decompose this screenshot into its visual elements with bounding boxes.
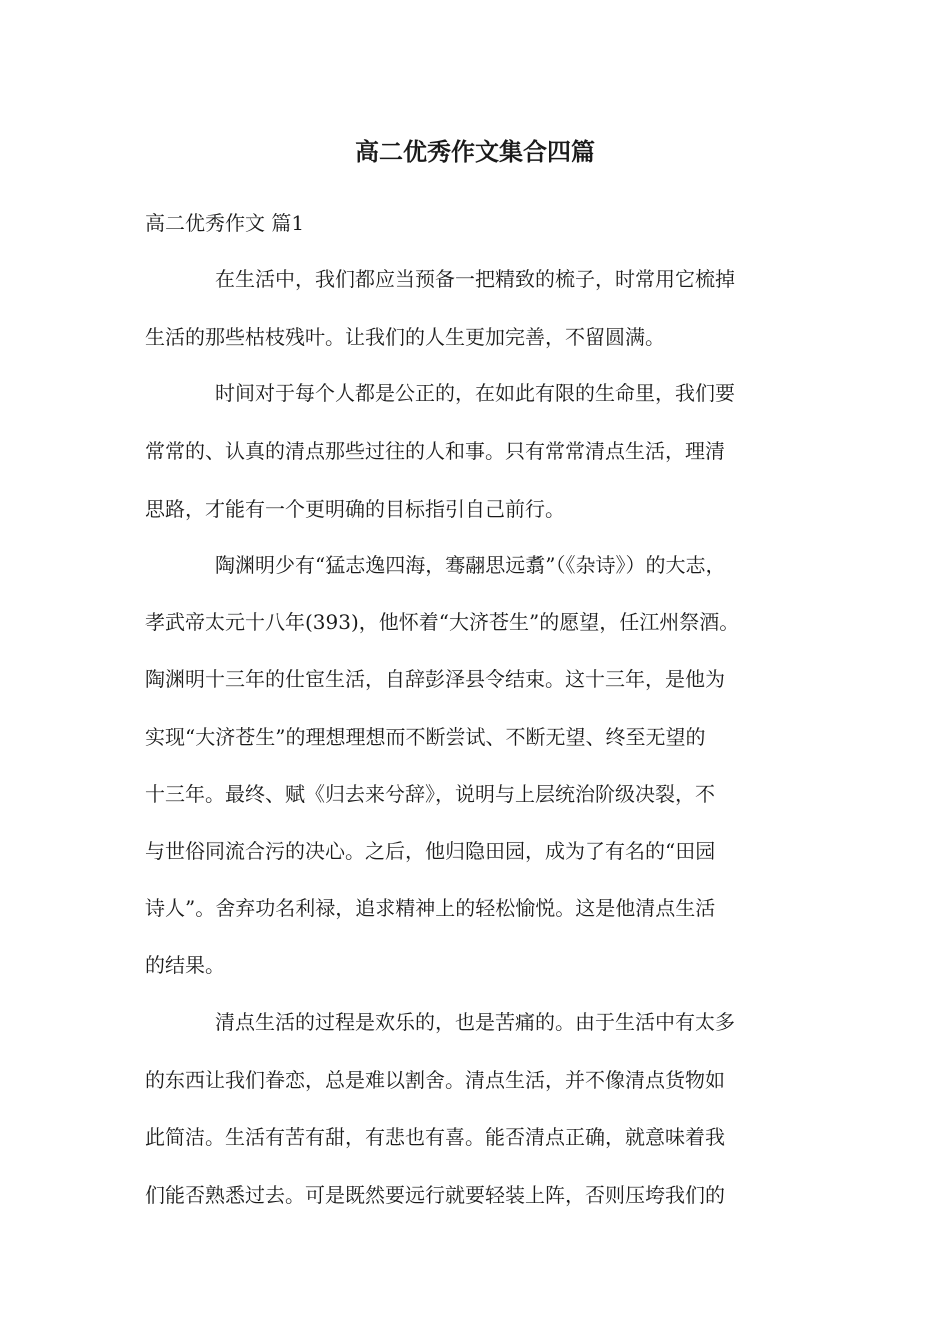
- paragraph-line: 在生活中，我们都应当预备一把精致的梳子，时常用它梳掉: [215, 267, 735, 291]
- paragraph-line: 思路，才能有一个更明确的目标指引自己前行。: [145, 497, 565, 521]
- paragraph-line: 的东西让我们眷恋，总是难以割舍。清点生活，并不像清点货物如: [145, 1068, 725, 1092]
- paragraph-line: 此简洁。生活有苦有甜，有悲也有喜。能否清点正确，就意味着我: [145, 1125, 725, 1149]
- paragraph-line: 常常的、认真的清点那些过往的人和事。只有常常清点生活，理清: [145, 439, 725, 463]
- paragraph-line: 清点生活的过程是欢乐的，也是苦痛的。由于生活中有太多: [215, 1010, 735, 1034]
- paragraph-line: 十三年。最终、赋《归去来兮辞》，说明与上层统治阶级决裂，不: [145, 782, 715, 806]
- paragraph-line: 诗人”。舍弃功名利禄，追求精神上的轻松愉悦。这是他清点生活: [145, 896, 716, 920]
- paragraph-line: 生活的那些枯枝残叶。让我们的人生更加完善，不留圆满。: [145, 325, 665, 349]
- document-title: 高二优秀作文集合四篇: [355, 137, 595, 166]
- paragraph-line: 实现“大济苍生”的理想理想而不断尝试、不断无望、终至无望的: [145, 725, 706, 749]
- paragraph-line: 们能否熟悉过去。可是既然要远行就要轻装上阵，否则压垮我们的: [145, 1183, 725, 1207]
- section-heading: 高二优秀作文 篇1: [145, 211, 305, 235]
- paragraph-line: 的结果。: [145, 953, 225, 977]
- paragraph-line: 孝武帝太元十八年(393)，他怀着“大济苍生”的愿望，任江州祭酒。: [145, 610, 740, 634]
- paragraph-line: 陶渊明十三年的仕宦生活，自辞彭泽县令结束。这十三年，是他为: [145, 667, 725, 691]
- paragraph-line: 与世俗同流合污的决心。之后，他归隐田园，成为了有名的“田园: [145, 839, 716, 863]
- paragraph-line: 陶渊明少有“猛志逸四海，骞翮思远翥”（《杂诗》）的大志，: [215, 553, 726, 577]
- paragraph-line: 时间对于每个人都是公正的，在如此有限的生命里，我们要: [215, 381, 735, 405]
